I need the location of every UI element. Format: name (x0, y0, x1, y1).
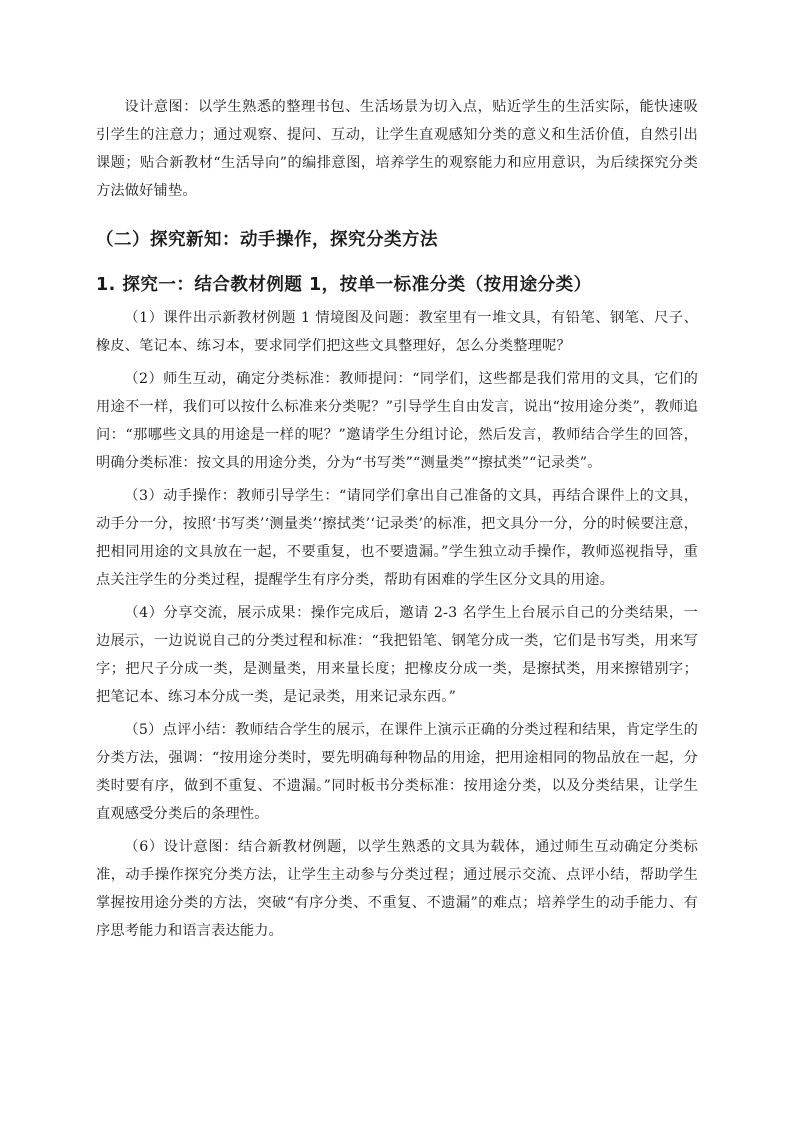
body-paragraphs (96, 304, 698, 945)
sub-heading: 1. 探究一：结合教材例题 1，按单一标准分类（按用途分类） (96, 275, 592, 295)
step-paragraph-3: （3）动手操作：教师引导学生：“请同学们拿出自己准备的文具，再结合课件上的文具，动手分一分，按照‘书写类’‘测量类’‘擦拭类’‘记录类’的标准，把文具分一分，分的时候要注意，把相同用途的文具放在一起，不要重复，也不要遗漏。”学生独立动手操作，教师巡视指导，重点关注学生的分类过程，提醒学生有序分类，帮助有困难的学生区分文具的用途。 (96, 488, 698, 588)
intro-paragraph: 设计意图：以学生熟悉的整理书包、生活场景为切入点，贴近学生的生活实际，能快速吸引学生的注意力；通过观察、提问、互动，让学生直观感知分类的意义和生活价值，自然引出课题；贴合新教材“生活导向”的编排意图，培养学生的观察能力和应用意识，为后续探究分类方法做好铺垫。 (96, 99, 698, 199)
step-paragraph-5: （5）点评小结：教师结合学生的展示，在课件上演示正确的分类过程和结果，肯定学生的分类方法，强调：“按用途分类时，要先明确每种物品的用途，把用途相同的物品放在一起，分类时要有序，做到不重复、不遗漏。”同时板书分类标准：按用途分类，以及分类结果，让学生直观感受分类后的条理性。 (96, 722, 698, 822)
design-intent-intro (96, 93, 698, 205)
step-paragraph-1: （1）课件出示新教材例题 1 情境图及问题：教室里有一堆文具，有铅笔、钢笔、尺子、橡皮、笔记本、练习本，要求同学们把这些文具整理好，怎么分类整理呢？ (96, 310, 698, 354)
step-paragraph-2: （2）师生互动，确定分类标准：教师提问：“同学们，这些都是我们常用的文具，它们的用途不一样，我们可以按什么标准来分类呢？”引导学生自由发言，说出“按用途分类”，教师追问：“那哪些文具的用途是一样的呢？”邀请学生分组讨论，然后发言，教师结合学生的回答，明确分类标准：按文具的用途分类，分为“书写类”“测量类”“擦拭类”“记录类”。 (96, 371, 698, 471)
step-paragraph-6: （6）设计意图：结合新教材例题，以学生熟悉的文具为载体，通过师生互动确定分类标准，动手操作探究分类方法，让学生主动参与分类过程；通过展示交流、点评小结，帮助学生掌握按用途分类的方法，突破“有序分类、不重复、不遗漏”的难点；培养学生的动手能力、有序思考能力和语言表达能力。 (96, 839, 698, 939)
section-heading: （二）探究新知：动手操作，探究分类方法 (96, 230, 438, 250)
step-paragraph-4: （4）分享交流，展示成果：操作完成后，邀请 2-3 名学生上台展示自己的分类结果，一边展示，一边说说自己的分类过程和标准：“我把铅笔、钢笔分成一类，它们是书写类，用来写字；把尺子分成一类，是测量类，用来量长度；把橡皮分成一类，是擦拭类，用来擦错别字；把笔记本、练习本分成一类，是记录类，用来记录东西。” (96, 605, 698, 705)
document-page (96, 93, 698, 945)
